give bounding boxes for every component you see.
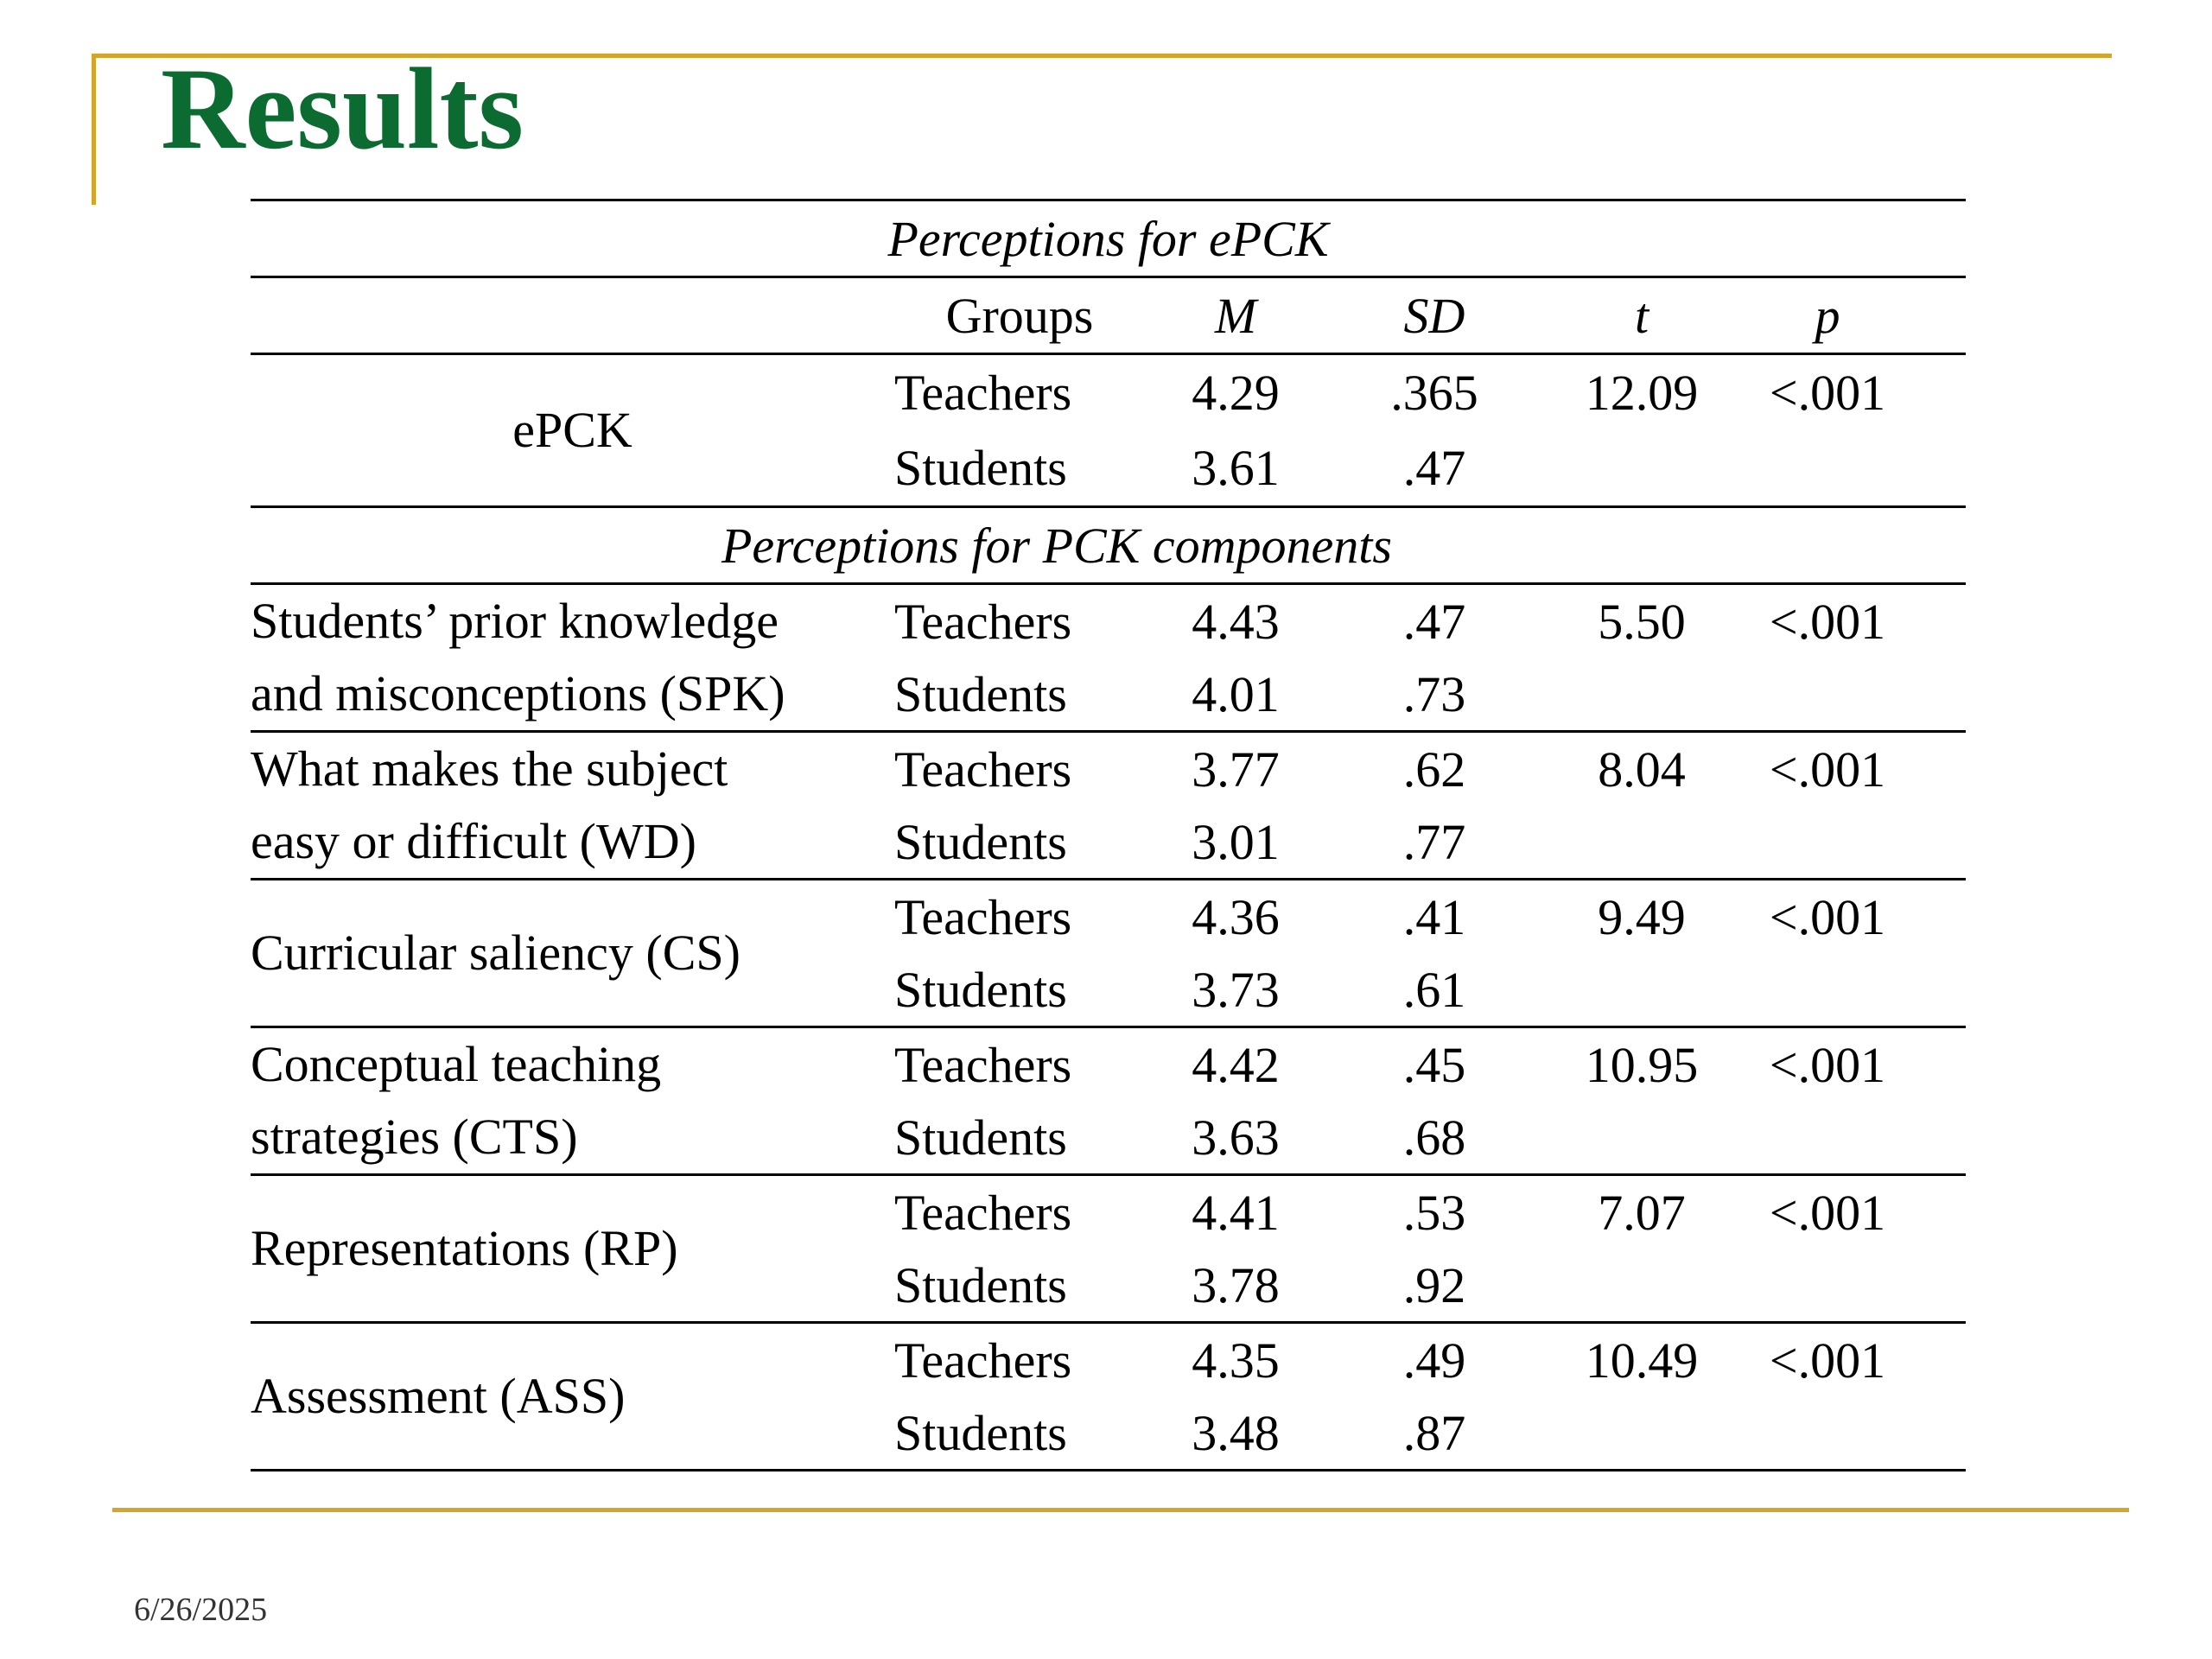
- cell-group: Teachers: [894, 1036, 1072, 1093]
- cell-sd: .87: [1402, 1404, 1466, 1461]
- component-label: [251, 880, 894, 1026]
- component-label: [251, 1028, 894, 1173]
- table-row: [894, 355, 1966, 430]
- cell-sd: .53: [1402, 1184, 1466, 1241]
- component-label: [251, 1176, 894, 1321]
- cell-t: 5.50: [1598, 593, 1686, 650]
- component-label-text: Assessment (ASS): [251, 1368, 626, 1424]
- component-rows: [894, 585, 1966, 730]
- cell-group: Students: [894, 813, 1067, 870]
- cell-sd: .45: [1402, 1036, 1466, 1093]
- slide-title: Results: [161, 45, 524, 174]
- component-group: [251, 880, 1966, 1028]
- cell-group: Students: [894, 665, 1067, 722]
- component-label: [251, 1324, 894, 1469]
- epck-label-text: ePCK: [512, 402, 632, 458]
- cell-p: <.001: [1769, 1184, 1886, 1241]
- table-caption-pck: [251, 508, 1966, 585]
- cell-m: 4.41: [1192, 1184, 1280, 1241]
- table-row: [894, 1101, 1966, 1173]
- cell-m: 3.63: [1192, 1109, 1280, 1166]
- cell-group: Teachers: [894, 888, 1072, 945]
- cell-sd: .68: [1402, 1109, 1466, 1166]
- table-row: [894, 805, 1966, 878]
- header-p: p: [1815, 287, 1840, 344]
- cell-t: 12.09: [1585, 365, 1699, 421]
- cell-m: 4.42: [1192, 1036, 1280, 1093]
- cell-group: Teachers: [894, 741, 1072, 798]
- header-t: t: [1634, 287, 1649, 344]
- cell-group: Students: [894, 1109, 1067, 1166]
- cell-p: <.001: [1769, 1332, 1886, 1389]
- component-label: [251, 733, 894, 878]
- cell-group: Teachers: [894, 1332, 1072, 1389]
- caption-epck-text: Perceptions for ePCK: [887, 210, 1329, 267]
- epck-group-label: [251, 355, 894, 505]
- results-table: [251, 199, 1966, 1471]
- epck-rows: [894, 355, 1966, 505]
- cell-sd: .47: [1402, 440, 1466, 496]
- cell-p: <.001: [1769, 741, 1886, 798]
- cell-m: 4.01: [1192, 665, 1280, 722]
- cell-group: Students: [894, 1404, 1067, 1461]
- cell-p: <.001: [1769, 365, 1886, 421]
- component-group: [251, 1324, 1966, 1471]
- component-rows: [894, 880, 1966, 1026]
- table-caption-epck: [251, 201, 1966, 278]
- table-row: [894, 430, 1966, 505]
- component-rows: [894, 733, 1966, 878]
- cell-sd: .41: [1402, 888, 1466, 945]
- cell-sd: .61: [1402, 961, 1466, 1018]
- cell-t: 7.07: [1598, 1184, 1686, 1241]
- left-rule: [92, 54, 96, 205]
- table-row: [894, 1324, 1966, 1396]
- table-row: [894, 1249, 1966, 1321]
- cell-sd: .62: [1402, 741, 1466, 798]
- cell-p: <.001: [1769, 593, 1886, 650]
- cell-sd: .73: [1402, 665, 1466, 722]
- cell-p: <.001: [1769, 1036, 1886, 1093]
- cell-sd: .365: [1390, 365, 1478, 421]
- component-label-text: Students’ prior knowledge and misconceptions (SPK): [251, 593, 785, 721]
- cell-t: 10.95: [1585, 1036, 1699, 1093]
- component-rows: [894, 1028, 1966, 1173]
- components-section: [251, 585, 1966, 1471]
- component-label-text: Representations (RP): [251, 1220, 678, 1276]
- cell-m: 3.77: [1192, 741, 1280, 798]
- cell-group: Teachers: [894, 1184, 1072, 1241]
- cell-sd: .49: [1402, 1332, 1466, 1389]
- cell-m: 3.48: [1192, 1404, 1280, 1461]
- cell-group: Teachers: [894, 365, 1072, 421]
- bottom-rule: [112, 1508, 2129, 1512]
- cell-sd: .92: [1402, 1256, 1466, 1313]
- cell-t: 9.49: [1598, 888, 1686, 945]
- cell-sd: .77: [1402, 813, 1466, 870]
- cell-m: 3.01: [1192, 813, 1280, 870]
- header-sd: SD: [1403, 287, 1465, 344]
- header-groups: Groups: [945, 287, 1094, 344]
- cell-m: 4.29: [1192, 365, 1280, 421]
- component-group: [251, 1028, 1966, 1176]
- table-row: [894, 880, 1966, 953]
- component-group: [251, 585, 1966, 733]
- table-row: [894, 658, 1966, 730]
- component-group: [251, 733, 1966, 880]
- caption-pck-text: Perceptions for PCK components: [721, 517, 1392, 574]
- component-rows: [894, 1176, 1966, 1321]
- cell-sd: .47: [1402, 593, 1466, 650]
- slide-date: 6/26/2025: [134, 1592, 268, 1628]
- cell-group: Students: [894, 961, 1067, 1018]
- component-label: [251, 585, 894, 730]
- table-row: [894, 733, 1966, 805]
- cell-m: 3.73: [1192, 961, 1280, 1018]
- cell-m: 4.43: [1192, 593, 1280, 650]
- cell-p: <.001: [1769, 888, 1886, 945]
- table-header-row: [251, 278, 1966, 355]
- cell-m: 3.61: [1192, 440, 1280, 496]
- epck-group: [251, 355, 1966, 508]
- cell-m: 3.78: [1192, 1256, 1280, 1313]
- cell-group: Teachers: [894, 593, 1072, 650]
- cell-m: 4.35: [1192, 1332, 1280, 1389]
- cell-t: 10.49: [1585, 1332, 1699, 1389]
- cell-group: Students: [894, 440, 1067, 496]
- component-label-text: Conceptual teaching strategies (CTS): [251, 1036, 662, 1165]
- cell-group: Students: [894, 1256, 1067, 1313]
- table-row: [894, 1396, 1966, 1469]
- table-row: [894, 1028, 1966, 1101]
- table-row: [894, 585, 1966, 658]
- component-label-text: What makes the subject easy or difficult (WD): [251, 741, 728, 869]
- component-rows: [894, 1324, 1966, 1469]
- component-group: [251, 1176, 1966, 1324]
- header-m: M: [1214, 287, 1257, 344]
- cell-m: 4.36: [1192, 888, 1280, 945]
- table-row: [894, 1176, 1966, 1249]
- component-label-text: Curricular saliency (CS): [251, 925, 741, 981]
- cell-t: 8.04: [1598, 741, 1686, 798]
- table-row: [894, 953, 1966, 1026]
